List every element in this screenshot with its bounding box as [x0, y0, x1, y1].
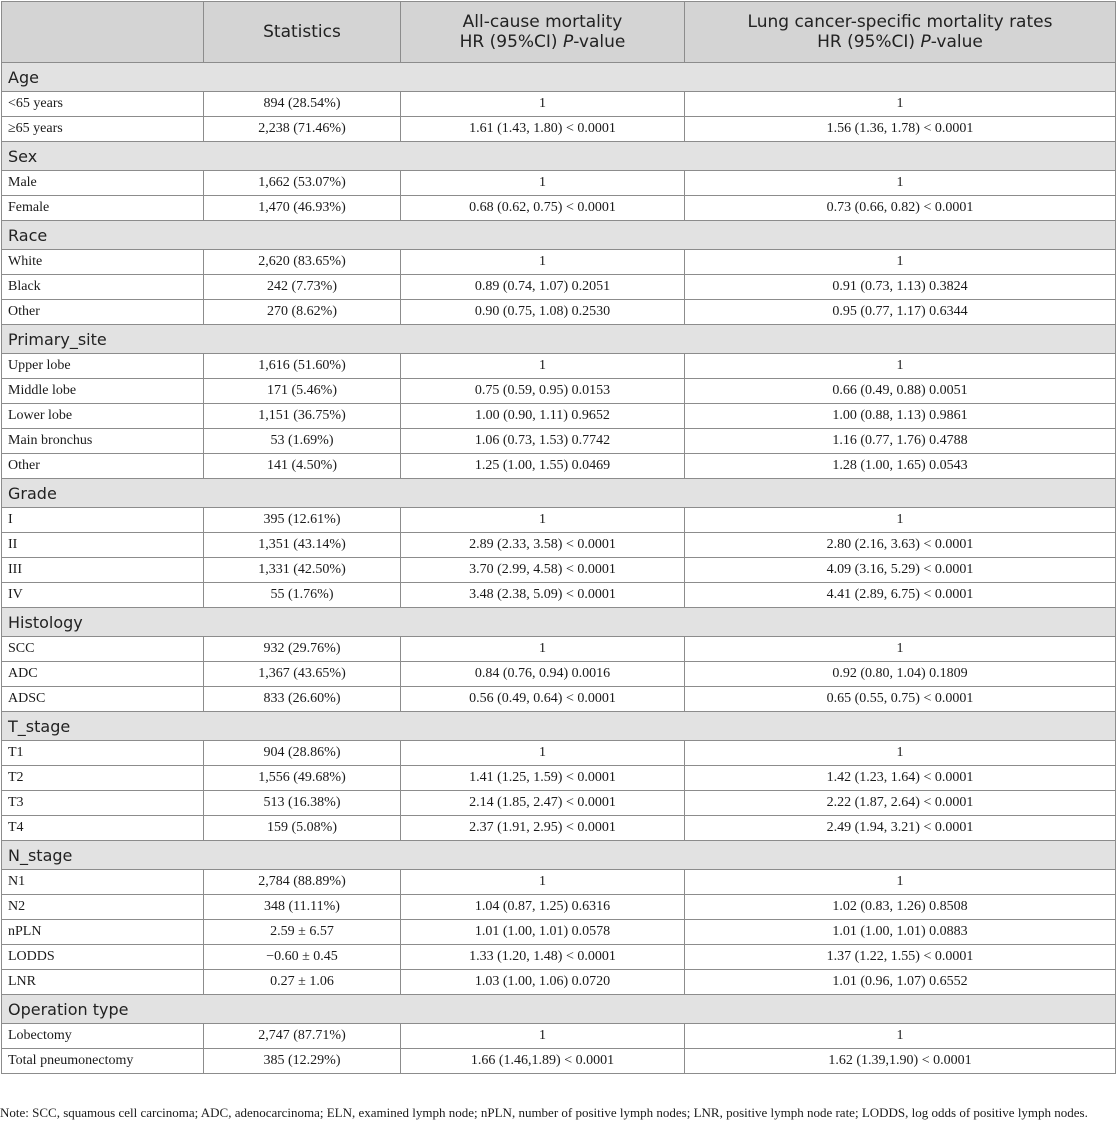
all-cause-hr-cell: 1.61 (1.43, 1.80) < 0.0001 — [401, 117, 685, 142]
statistics-cell: 2,620 (83.65%) — [204, 250, 401, 275]
row-label: LODDS — [2, 945, 204, 970]
section-title: Operation type — [2, 995, 1116, 1024]
table-row — [2, 583, 1116, 608]
table-row — [2, 970, 1116, 995]
row-label: Middle lobe — [2, 379, 204, 404]
section-header-row — [2, 995, 1116, 1024]
table-row — [2, 816, 1116, 841]
all-cause-hr-cell: 1 — [401, 870, 685, 895]
row-label: I — [2, 508, 204, 533]
section-header-row — [2, 221, 1116, 250]
lung-cancer-hr-cell: 1 — [685, 250, 1116, 275]
row-label: nPLN — [2, 920, 204, 945]
row-label: N2 — [2, 895, 204, 920]
all-cause-hr-cell: 1.04 (0.87, 1.25) 0.6316 — [401, 895, 685, 920]
lung-cancer-hr-cell: 1.01 (0.96, 1.07) 0.6552 — [685, 970, 1116, 995]
all-cause-hr-cell: 1.66 (1.46,1.89) < 0.0001 — [401, 1049, 685, 1074]
row-label: T4 — [2, 816, 204, 841]
lung-cancer-hr-cell: 0.66 (0.49, 0.88) 0.0051 — [685, 379, 1116, 404]
lung-cancer-hr-cell: 4.09 (3.16, 5.29) < 0.0001 — [685, 558, 1116, 583]
table-row — [2, 791, 1116, 816]
row-label: Main bronchus — [2, 429, 204, 454]
all-cause-hr-cell: 1 — [401, 741, 685, 766]
statistics-cell: 141 (4.50%) — [204, 454, 401, 479]
all-cause-hr-cell: 0.56 (0.49, 0.64) < 0.0001 — [401, 687, 685, 712]
lung-cancer-hr-cell: 1.37 (1.22, 1.55) < 0.0001 — [685, 945, 1116, 970]
section-title: Race — [2, 221, 1116, 250]
row-label: IV — [2, 583, 204, 608]
all-cause-hr-cell: 0.84 (0.76, 0.94) 0.0016 — [401, 662, 685, 687]
statistics-cell: 395 (12.61%) — [204, 508, 401, 533]
section-title: Grade — [2, 479, 1116, 508]
statistics-cell: 1,616 (51.60%) — [204, 354, 401, 379]
all-cause-hr-cell: 0.90 (0.75, 1.08) 0.2530 — [401, 300, 685, 325]
table-row — [2, 766, 1116, 791]
header-all-cause-mortality: All-cause mortality HR (95%CI) P-value — [401, 2, 685, 63]
row-label: Lobectomy — [2, 1024, 204, 1049]
statistics-cell: 53 (1.69%) — [204, 429, 401, 454]
statistics-cell: 894 (28.54%) — [204, 92, 401, 117]
table-row — [2, 1049, 1116, 1074]
lung-cancer-hr-cell: 2.22 (1.87, 2.64) < 0.0001 — [685, 791, 1116, 816]
table-row — [2, 558, 1116, 583]
section-title: T_stage — [2, 712, 1116, 741]
statistics-cell: 513 (16.38%) — [204, 791, 401, 816]
statistics-cell: 2,747 (87.71%) — [204, 1024, 401, 1049]
regression-table — [1, 1, 1116, 1074]
table-row — [2, 250, 1116, 275]
all-cause-hr-cell: 1 — [401, 354, 685, 379]
statistics-cell: 1,331 (42.50%) — [204, 558, 401, 583]
statistics-cell: 1,151 (36.75%) — [204, 404, 401, 429]
table-row — [2, 354, 1116, 379]
lung-cancer-hr-cell: 1 — [685, 741, 1116, 766]
row-label: Total pneumonectomy — [2, 1049, 204, 1074]
all-cause-hr-cell: 1 — [401, 508, 685, 533]
statistics-cell: 171 (5.46%) — [204, 379, 401, 404]
statistics-cell: 1,662 (53.07%) — [204, 171, 401, 196]
header-variable — [2, 2, 204, 63]
table-row — [2, 870, 1116, 895]
statistics-cell: −0.60 ± 0.45 — [204, 945, 401, 970]
section-title: N_stage — [2, 841, 1116, 870]
header-lung-cancer-mortality: Lung cancer-specific mortality rates HR (95%CI) P-value — [685, 2, 1116, 63]
section-header-row — [2, 479, 1116, 508]
all-cause-hr-cell: 1.01 (1.00, 1.01) 0.0578 — [401, 920, 685, 945]
statistics-cell: 0.27 ± 1.06 — [204, 970, 401, 995]
row-label: White — [2, 250, 204, 275]
statistics-cell: 2,238 (71.46%) — [204, 117, 401, 142]
lung-cancer-hr-cell: 0.73 (0.66, 0.82) < 0.0001 — [685, 196, 1116, 221]
all-cause-hr-cell: 3.70 (2.99, 4.58) < 0.0001 — [401, 558, 685, 583]
lung-cancer-hr-cell: 1.28 (1.00, 1.65) 0.0543 — [685, 454, 1116, 479]
all-cause-hr-cell: 1.25 (1.00, 1.55) 0.0469 — [401, 454, 685, 479]
lung-cancer-hr-cell: 0.91 (0.73, 1.13) 0.3824 — [685, 275, 1116, 300]
lung-cancer-hr-cell: 1.02 (0.83, 1.26) 0.8508 — [685, 895, 1116, 920]
row-label: <65 years — [2, 92, 204, 117]
table-row — [2, 508, 1116, 533]
all-cause-hr-cell: 1.41 (1.25, 1.59) < 0.0001 — [401, 766, 685, 791]
section-header-row — [2, 63, 1116, 92]
statistics-cell: 2.59 ± 6.57 — [204, 920, 401, 945]
row-label: Black — [2, 275, 204, 300]
lung-cancer-hr-cell: 1 — [685, 171, 1116, 196]
table-row — [2, 196, 1116, 221]
statistics-cell: 904 (28.86%) — [204, 741, 401, 766]
table-note: Note: SCC, squamous cell carcinoma; ADC, adenocarcinoma; ELN, examined lymph node; nPLN, number of positive lymph nodes; LNR, positive lymph node rate; LODDS, log odds of positive lymph nodes. — [0, 1105, 1088, 1120]
table-row — [2, 454, 1116, 479]
all-cause-hr-cell: 0.75 (0.59, 0.95) 0.0153 — [401, 379, 685, 404]
statistics-cell: 242 (7.73%) — [204, 275, 401, 300]
table-header-row — [2, 2, 1116, 63]
row-label: LNR — [2, 970, 204, 995]
lung-cancer-hr-cell: 0.65 (0.55, 0.75) < 0.0001 — [685, 687, 1116, 712]
table-row — [2, 92, 1116, 117]
row-label: SCC — [2, 637, 204, 662]
row-label: Lower lobe — [2, 404, 204, 429]
lung-cancer-hr-cell: 1.56 (1.36, 1.78) < 0.0001 — [685, 117, 1116, 142]
statistics-cell: 159 (5.08%) — [204, 816, 401, 841]
section-header-row — [2, 841, 1116, 870]
all-cause-hr-cell: 1 — [401, 637, 685, 662]
all-cause-hr-cell: 1.03 (1.00, 1.06) 0.0720 — [401, 970, 685, 995]
section-title: Age — [2, 63, 1116, 92]
all-cause-hr-cell: 2.37 (1.91, 2.95) < 0.0001 — [401, 816, 685, 841]
table-row — [2, 533, 1116, 558]
lung-cancer-hr-cell: 2.49 (1.94, 3.21) < 0.0001 — [685, 816, 1116, 841]
table-row — [2, 945, 1116, 970]
table-row — [2, 300, 1116, 325]
lung-cancer-hr-cell: 1.42 (1.23, 1.64) < 0.0001 — [685, 766, 1116, 791]
statistics-cell: 348 (11.11%) — [204, 895, 401, 920]
table-row — [2, 404, 1116, 429]
statistics-cell: 1,351 (43.14%) — [204, 533, 401, 558]
section-header-row — [2, 712, 1116, 741]
all-cause-hr-cell: 1.00 (0.90, 1.11) 0.9652 — [401, 404, 685, 429]
all-cause-hr-cell: 1 — [401, 1024, 685, 1049]
lung-cancer-hr-cell: 4.41 (2.89, 6.75) < 0.0001 — [685, 583, 1116, 608]
statistics-cell: 270 (8.62%) — [204, 300, 401, 325]
row-label: III — [2, 558, 204, 583]
table-row — [2, 687, 1116, 712]
lung-cancer-hr-cell: 1.16 (0.77, 1.76) 0.4788 — [685, 429, 1116, 454]
table-row — [2, 117, 1116, 142]
table-row — [2, 379, 1116, 404]
row-label: T2 — [2, 766, 204, 791]
row-label: T1 — [2, 741, 204, 766]
lung-cancer-hr-cell: 1 — [685, 92, 1116, 117]
statistics-cell: 1,470 (46.93%) — [204, 196, 401, 221]
table-row — [2, 895, 1116, 920]
row-label: Other — [2, 300, 204, 325]
table-row — [2, 637, 1116, 662]
row-label: ADC — [2, 662, 204, 687]
all-cause-hr-cell: 2.14 (1.85, 2.47) < 0.0001 — [401, 791, 685, 816]
row-label: II — [2, 533, 204, 558]
lung-cancer-hr-cell: 2.80 (2.16, 3.63) < 0.0001 — [685, 533, 1116, 558]
all-cause-hr-cell: 3.48 (2.38, 5.09) < 0.0001 — [401, 583, 685, 608]
row-label: T3 — [2, 791, 204, 816]
all-cause-hr-cell: 2.89 (2.33, 3.58) < 0.0001 — [401, 533, 685, 558]
section-title: Primary_site — [2, 325, 1116, 354]
all-cause-hr-cell: 0.89 (0.74, 1.07) 0.2051 — [401, 275, 685, 300]
statistics-cell: 1,367 (43.65%) — [204, 662, 401, 687]
lung-cancer-hr-cell: 1.62 (1.39,1.90) < 0.0001 — [685, 1049, 1116, 1074]
lung-cancer-hr-cell: 1 — [685, 1024, 1116, 1049]
lung-cancer-hr-cell: 0.95 (0.77, 1.17) 0.6344 — [685, 300, 1116, 325]
section-title: Sex — [2, 142, 1116, 171]
table-row — [2, 741, 1116, 766]
row-label: Female — [2, 196, 204, 221]
statistics-cell: 1,556 (49.68%) — [204, 766, 401, 791]
row-label: ADSC — [2, 687, 204, 712]
statistics-cell: 385 (12.29%) — [204, 1049, 401, 1074]
table-row — [2, 662, 1116, 687]
lung-cancer-hr-cell: 0.92 (0.80, 1.04) 0.1809 — [685, 662, 1116, 687]
section-header-row — [2, 325, 1116, 354]
table-row — [2, 1024, 1116, 1049]
table-row — [2, 171, 1116, 196]
lung-cancer-hr-cell: 1 — [685, 508, 1116, 533]
lung-cancer-hr-cell: 1.00 (0.88, 1.13) 0.9861 — [685, 404, 1116, 429]
table-body — [2, 63, 1116, 1074]
header-statistics: Statistics — [204, 2, 401, 63]
all-cause-hr-cell: 1.06 (0.73, 1.53) 0.7742 — [401, 429, 685, 454]
all-cause-hr-cell: 1 — [401, 250, 685, 275]
table-row — [2, 429, 1116, 454]
lung-cancer-hr-cell: 1 — [685, 637, 1116, 662]
row-label: N1 — [2, 870, 204, 895]
lung-cancer-hr-cell: 1 — [685, 354, 1116, 379]
statistics-cell: 2,784 (88.89%) — [204, 870, 401, 895]
statistics-cell: 55 (1.76%) — [204, 583, 401, 608]
table-row — [2, 920, 1116, 945]
all-cause-hr-cell: 1 — [401, 171, 685, 196]
row-label: Male — [2, 171, 204, 196]
lung-cancer-hr-cell: 1.01 (1.00, 1.01) 0.0883 — [685, 920, 1116, 945]
all-cause-hr-cell: 0.68 (0.62, 0.75) < 0.0001 — [401, 196, 685, 221]
row-label: Other — [2, 454, 204, 479]
section-header-row — [2, 608, 1116, 637]
all-cause-hr-cell: 1.33 (1.20, 1.48) < 0.0001 — [401, 945, 685, 970]
row-label: Upper lobe — [2, 354, 204, 379]
lung-cancer-hr-cell: 1 — [685, 870, 1116, 895]
table-row — [2, 275, 1116, 300]
row-label: ≥65 years — [2, 117, 204, 142]
all-cause-hr-cell: 1 — [401, 92, 685, 117]
statistics-cell: 833 (26.60%) — [204, 687, 401, 712]
section-header-row — [2, 142, 1116, 171]
section-title: Histology — [2, 608, 1116, 637]
statistics-cell: 932 (29.76%) — [204, 637, 401, 662]
